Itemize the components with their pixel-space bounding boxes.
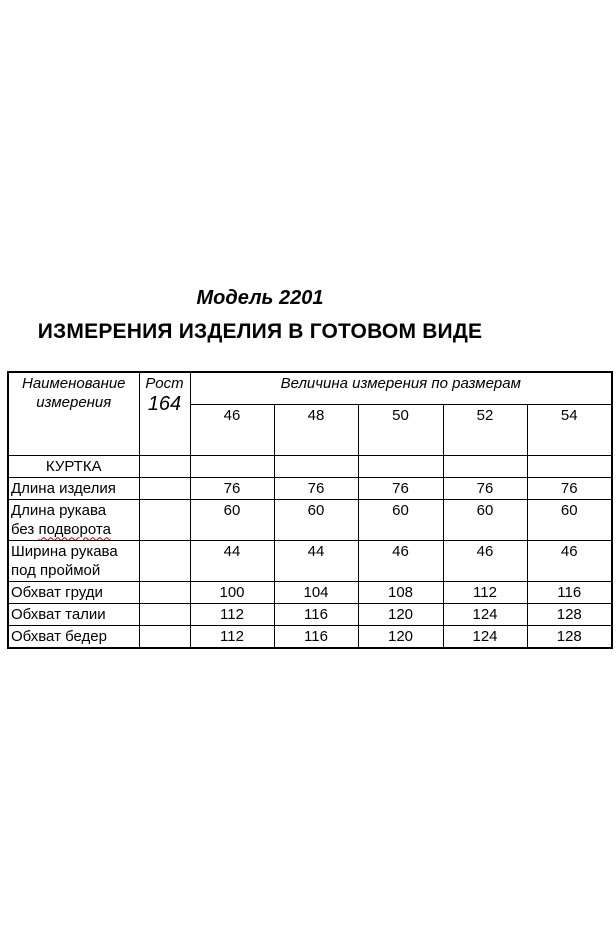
- value-cell: 104: [274, 581, 358, 603]
- empty-cell: [190, 455, 274, 477]
- height-value: 164: [147, 393, 182, 415]
- measurement-row: [8, 603, 612, 625]
- size-column-header: 54: [527, 404, 612, 455]
- measurement-row: [8, 477, 612, 499]
- document-header: [0, 286, 520, 344]
- value-cell: 46: [527, 540, 612, 581]
- measurement-label-cell: Обхват груди: [8, 581, 139, 603]
- value-cell: 76: [443, 477, 527, 499]
- empty-cell: [139, 499, 190, 540]
- value-cell: 76: [190, 477, 274, 499]
- measurement-label-cell: Длина изделия: [8, 477, 139, 499]
- value-cell: 108: [358, 581, 443, 603]
- value-cell: 116: [274, 603, 358, 625]
- size-column-header: 52: [443, 404, 527, 455]
- measurement-row: [8, 499, 612, 540]
- label-word: без: [11, 520, 39, 538]
- section-row: [8, 455, 612, 477]
- measurement-row: [8, 625, 612, 648]
- measurements-table: [7, 371, 613, 649]
- section-label-cell: КУРТКА: [8, 455, 139, 477]
- value-cell: 60: [527, 499, 612, 540]
- empty-cell: [139, 540, 190, 581]
- measurement-label-line1: Ширина рукава: [11, 542, 118, 560]
- value-cell: 128: [527, 625, 612, 648]
- value-cell: 116: [274, 625, 358, 648]
- value-cell: 60: [443, 499, 527, 540]
- measurements-title: ИЗМЕРЕНИЯ ИЗДЕЛИЯ В ГОТОВОМ ВИДЕ: [37, 320, 483, 343]
- value-cell: 60: [274, 499, 358, 540]
- misspelled-word: подворота: [38, 520, 111, 538]
- value-cell: 76: [358, 477, 443, 499]
- value-cell: 60: [190, 499, 274, 540]
- empty-cell: [358, 455, 443, 477]
- empty-cell: [527, 455, 612, 477]
- value-cell: 124: [443, 603, 527, 625]
- empty-cell: [443, 455, 527, 477]
- empty-cell: [274, 455, 358, 477]
- size-group-header: Величина измерения по размерам: [190, 372, 612, 404]
- value-cell: 112: [190, 603, 274, 625]
- measurement-label-line2: под проймой: [11, 561, 101, 579]
- value-cell: 112: [443, 581, 527, 603]
- measurement-row: [8, 581, 612, 603]
- height-header: [139, 372, 190, 455]
- value-cell: 116: [527, 581, 612, 603]
- empty-cell: [139, 603, 190, 625]
- measurement-label-cell: [8, 499, 139, 540]
- height-label: Рост: [145, 375, 184, 392]
- value-cell: 76: [527, 477, 612, 499]
- empty-cell: [139, 477, 190, 499]
- table-header-row-1: [8, 372, 612, 404]
- measurement-label-cell: Обхват бедер: [8, 625, 139, 648]
- size-column-header: 46: [190, 404, 274, 455]
- measurement-name-header-line1: Наименование: [21, 375, 126, 392]
- measurement-label-cell: Обхват талии: [8, 603, 139, 625]
- value-cell: 124: [443, 625, 527, 648]
- measurement-label-line1: Длина рукава: [11, 501, 107, 519]
- empty-cell: [139, 455, 190, 477]
- measurement-row: [8, 540, 612, 581]
- measurement-label-cell: [8, 540, 139, 581]
- measurement-label-line2: [11, 520, 137, 539]
- size-column-header: 50: [358, 404, 443, 455]
- value-cell: 100: [190, 581, 274, 603]
- value-cell: 46: [443, 540, 527, 581]
- empty-cell: [139, 581, 190, 603]
- value-cell: 76: [274, 477, 358, 499]
- value-cell: 120: [358, 603, 443, 625]
- empty-cell: [139, 625, 190, 648]
- measurement-name-header-line2: измерения: [36, 394, 112, 411]
- value-cell: 44: [274, 540, 358, 581]
- value-cell: 60: [358, 499, 443, 540]
- model-title: Модель 2201: [196, 287, 324, 309]
- value-cell: 46: [358, 540, 443, 581]
- size-column-header: 48: [274, 404, 358, 455]
- measurement-name-header: [8, 372, 139, 455]
- value-cell: 44: [190, 540, 274, 581]
- value-cell: 112: [190, 625, 274, 648]
- value-cell: 120: [358, 625, 443, 648]
- value-cell: 128: [527, 603, 612, 625]
